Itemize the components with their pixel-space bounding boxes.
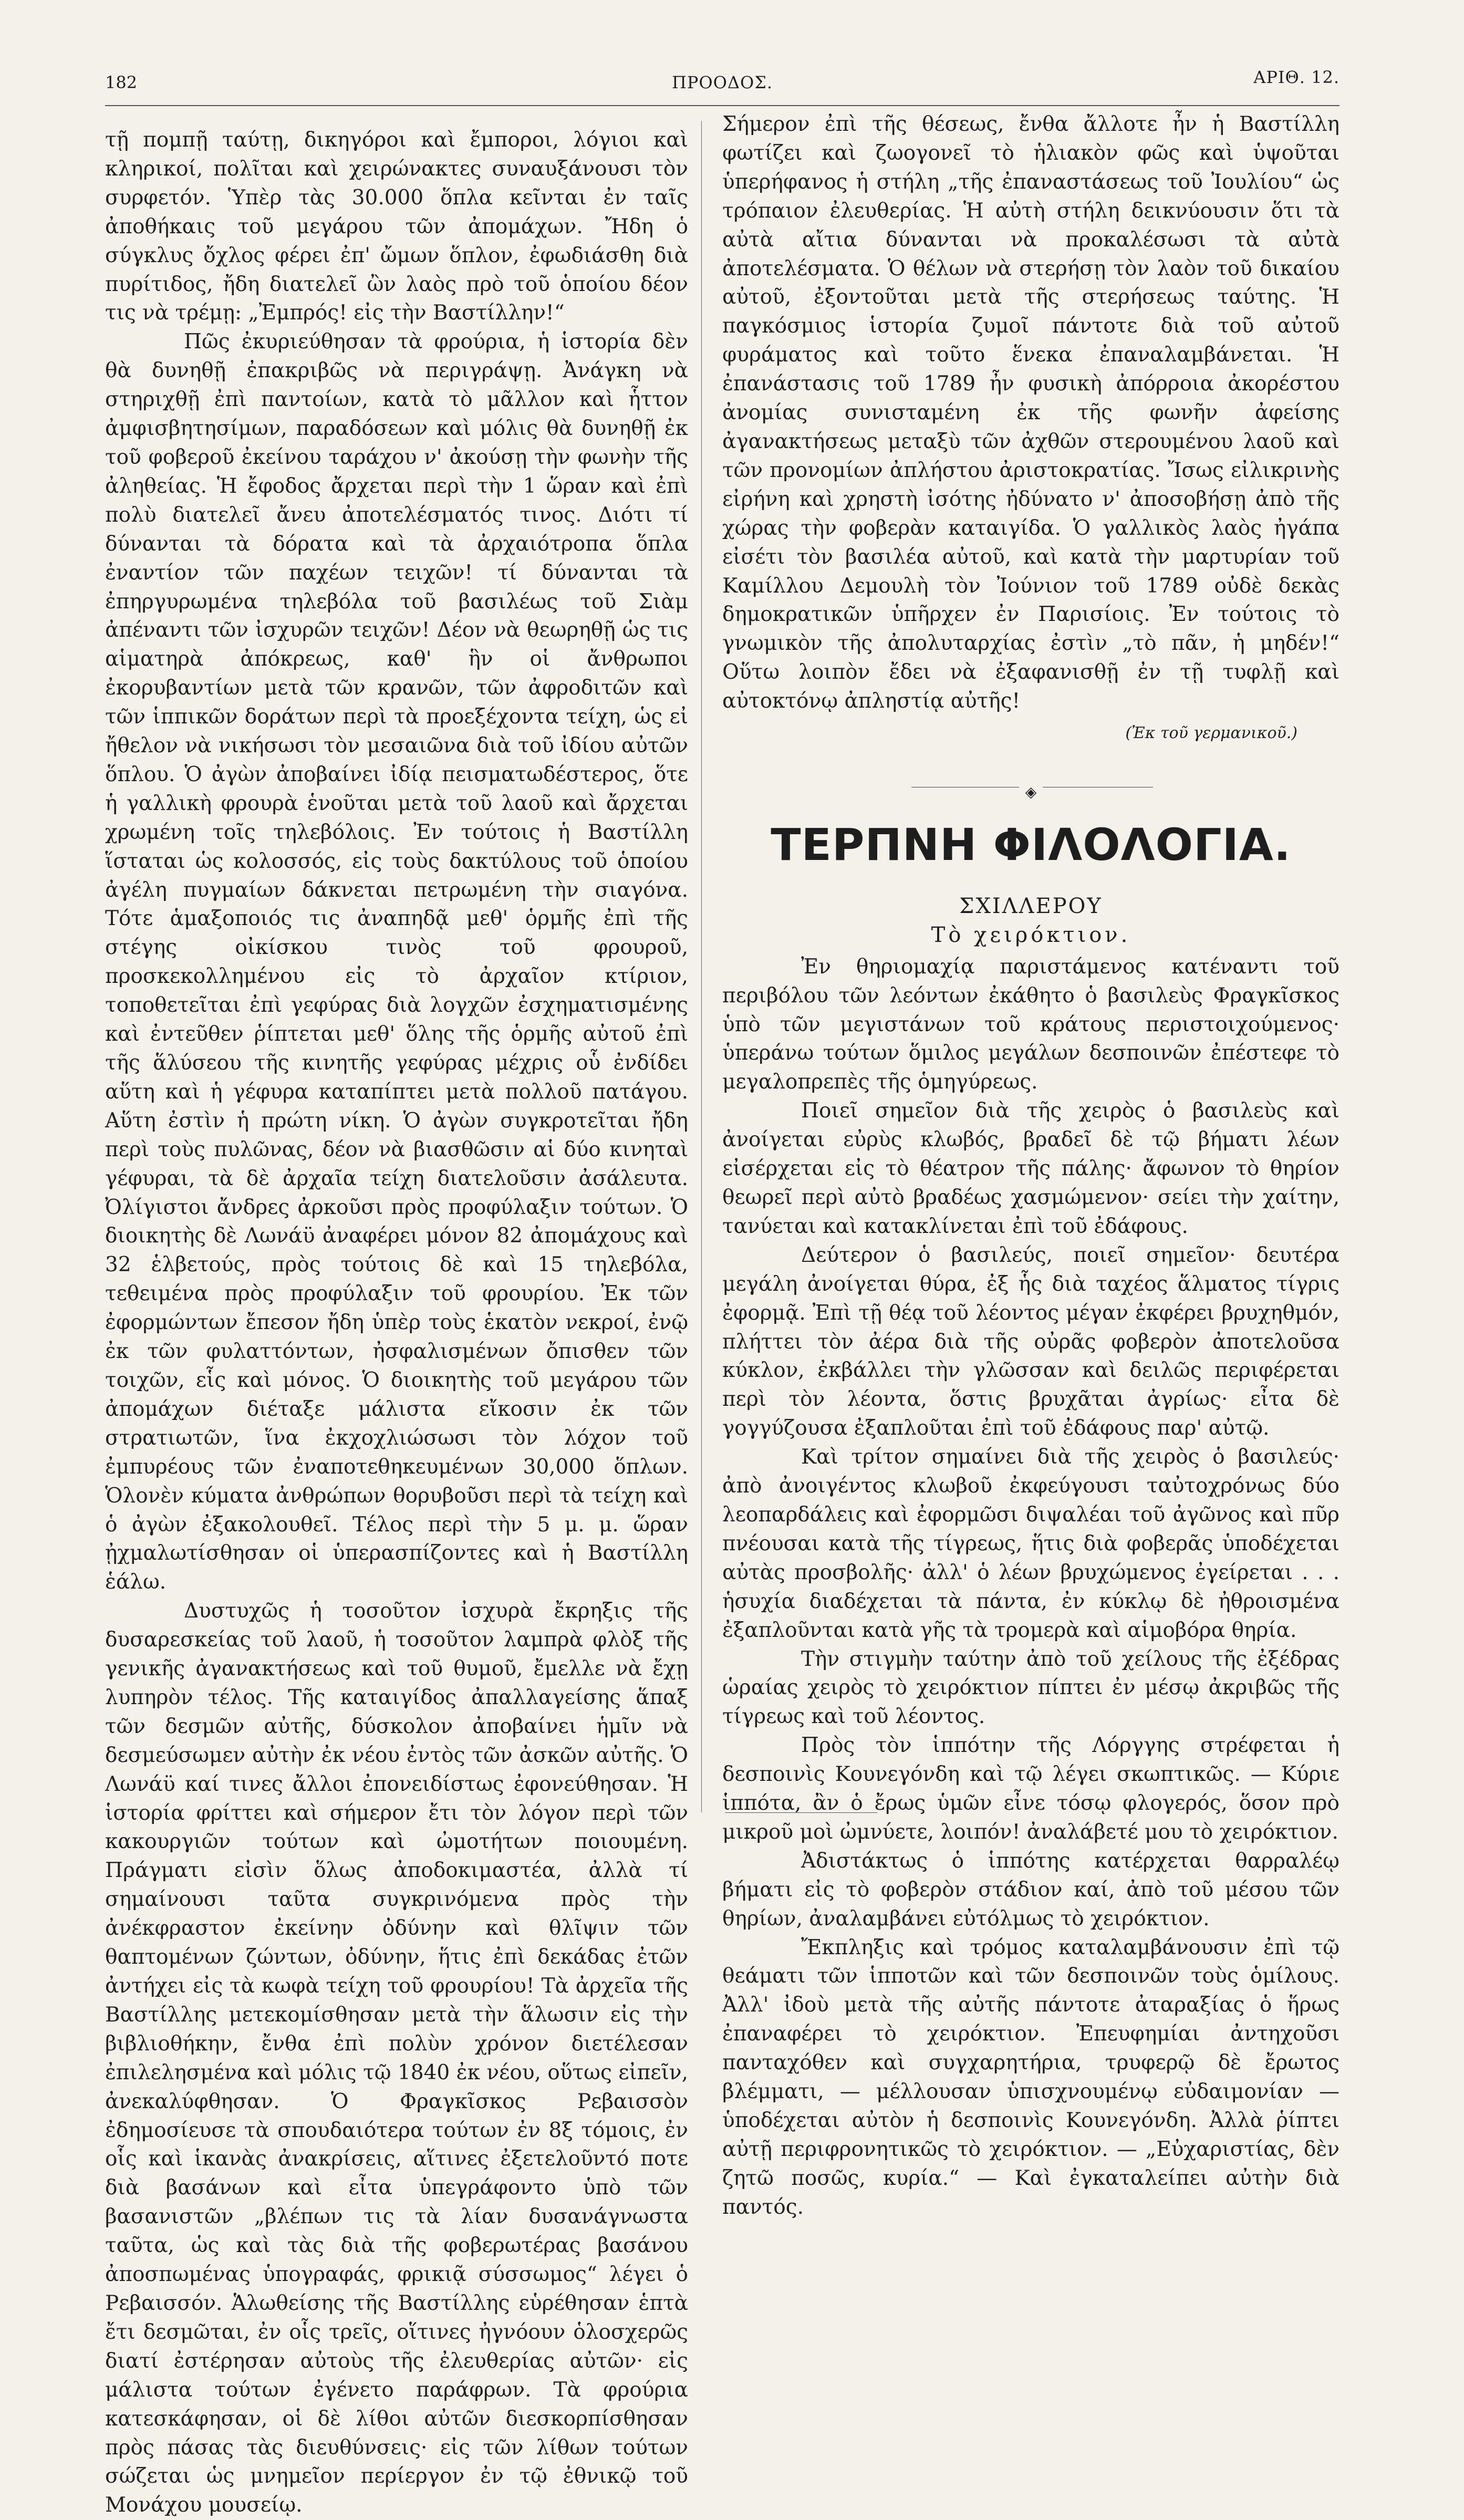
- story-paragraph: Ἔκπληξις καὶ τρόμος καταλαμβάνουσιν ἐπὶ τῷ θεάματι τῶν ἱπποτῶν καὶ τῶν δεσποινῶν τοὺς ὁμίλους. Ἀλλ' ἰδοὺ μετὰ τῆς αὐτῆς πάντοτε ἀταραξίας ὁ ἥρως ἐπαναφέρει τὸ χειρόκτιον. Ἐπευφημίαι ἀντηχοῦσι πανταχόθεν καὶ συγχαρητήρια, τρυφερῷ δὲ ἔρωτος βλέμματι, — μέλλουσαν ὑπισχνουμένῳ εὐδαιμονίαν — ὑποδέχεται αὐτὸν ἡ δεσποινὶς Κουνεγόνδη. Ἀλλὰ ῥίπτει αὐτῇ περιφρονητικῶς τὸ χειρόκτιον. — „Εὐχαριστίας, δὲν ζητῶ ποσῶς, κυρία.“ — Καὶ ἐγκαταλείπει αὐτὴν διὰ παντός.: [722, 1935, 1340, 2219]
- article-paragraph: τῇ πομπῇ ταύτῃ, δικηγόροι καὶ ἔμποροι, λόγιοι καὶ κληρικοί, πολῖται καὶ χειρώνακτες συναυξάνουσι τὸν συρφετόν. Ὑπὲρ τὰς 30.000 ὅπλα κεῖνται ἐν ταῖς ἀποθήκαις τοῦ μεγάρου τῶν ἀπομάχων. Ἤδη ὁ σύγκλυς ὄχλος φέρει ἐπ' ὤμων ὅπλον, ἐφωδιάσθη διὰ πυρίτιδος, ἤδη διατελεῖ ὢν λαὸς πρὸ τοῦ ὁποίου δέον τις νὰ τρέμῃ: „Ἐμπρός! εἰς τὴν Βαστίλλην!“: [105, 128, 688, 325]
- section-divider: [722, 776, 1340, 801]
- story-paragraph: Ἐν θηριομαχίᾳ παριστάμενος κατέναντι τοῦ περιβόλου τῶν λεόντων ἐκάθητο ὁ βασιλεὺς Φραγκῖσκος ὑπὸ τῶν μεγιστάνων τοῦ κράτους περιστοιχούμενος· ὑπεράνω τούτων ὅμιλος μεγάλων δεσποινῶν ἐπέστεφε τὸ μεγαλοπρεπὲς τῆς ὁμηγύρεως.: [722, 955, 1340, 1094]
- article-paragraph: Σήμερον ἐπὶ τῆς θέσεως, ἔνθα ἄλλοτε ἦν ἡ Βαστίλλη φωτίζει καὶ ζωογονεῖ τὸ ἡλιακὸν φῶς καὶ ὑψοῦται ὑπερήφανος ἡ στήλη „τῆς ἐπαναστάσεως τοῦ Ἰουλίου“ ὡς τρόπαιον ἐλευθερίας. Ἡ αὐτὴ στήλη δεικνύουσιν ὅτι τὰ αὐτὰ αἴτια δύνανται νὰ προκαλέσωσι τὰ αὐτὰ ἀποτελέσματα. Ὁ θέλων νὰ στερήσῃ τὸν λαὸν τοῦ δικαίου αὐτοῦ, ἐξοντοῦται μετὰ τῆς στερήσεως ταύτης. Ἡ παγκόσμιος ἱστορία ζυμοῖ πάντοτε διὰ τοῦ αὐτοῦ φυράματος καὶ τοῦτο ἕνεκα ἐπαναλαμβάνεται. Ἡ ἐπανάστασις τοῦ 1789 ἦν φυσικὴ ἀπόρροια ἀκορέστου ἀνομίας συνισταμένη ἐκ τῆς φωνῆν ἀφείσης ἀγανακτήσεως μεταξὺ τῶν ἀχθῶν στερουμένου λαοῦ καὶ τῶν προνομίων ἀπλήστου ἀριστοκρατίας. Ἴσως εἰλικρινὴς εἰρήνη καὶ χρηστὴ ἰσότης ἠδύνατο ν' ἀποσοβήσῃ ἀπὸ τῆς χώρας τὴν φοβερὰν καταιγίδα. Ὁ γαλλικὸς λαὸς ἠγάπα εἰσέτι τὸν βασιλέα αὐτοῦ, καὶ κατὰ τὴν μαρτυρίαν τοῦ Καμίλλου Δεμουλὴ τὸν Ἰούνιον τοῦ 1789 οὐδὲ δεκὰς δημοκρατικῶν ὑπῆρχεν ἐν Παρισίοις. Ἐν τούτοις τὸ γνωμικὸν τῆς ἀπολυταρχίας ἐστὶν „τὸ πᾶν, ἡ μηδέν!“ Οὕτω λοιπὸν ἔδει νὰ ἐξαφανισθῇ ἐν τῇ τυφλῇ καὶ αὐτοκτόνῳ ἀπληστίᾳ αὐτῆς!: [722, 112, 1340, 713]
- column-divider: [701, 121, 702, 1812]
- poem-author: ΣΧΙΛΛΕΡΟΥ: [959, 894, 1103, 918]
- story-paragraph: Καὶ τρίτον σημαίνει διὰ τῆς χειρὸς ὁ βασιλεύς· ἀπὸ ἀνοιγέντος κλωβοῦ ἐκφεύγουσι ταὐτοχρόνως δύο λεοπαρδάλεις καὶ ἐφορμῶσι διψαλέαι τοῦ ἀγῶνος καὶ πῦρ πνέουσαι κατὰ τῆς τίγρεως, ἥτις διὰ φοβερᾶς ὑποδέχεται αὐτὰς προσβολῆς· ἀλλ' ὁ λέων βρυχώμενος ἐγείρεται . . . ἡσυχία διαδέχεται τὰ πάντα, ἐν κύκλῳ δὲ ἠθροισμένα ἐξαπλοῦνται κατὰ γῆς τὰ τρομερὰ καὶ αἱμοβόρα θηρία.: [722, 1445, 1340, 1642]
- right-column: [722, 110, 1340, 2222]
- article-paragraph: Δυστυχῶς ἡ τοσοῦτον ἰσχυρὰ ἔκρηξις τῆς δυσαρεσκείας τοῦ λαοῦ, ἡ τοσοῦτον λαμπρὰ φλὸξ τῆς γενικῆς ἀγανακτήσεως καὶ τοῦ θυμοῦ, ἔμελλε νὰ ἔχῃ λυπηρὸν τέλος. Τῆς καταιγίδος ἀπαλλαγείσης ἅπαξ τῶν δεσμῶν αὐτῆς, δύσκολον ἀποβαίνει ἡμῖν νὰ δεσμεύσωμεν αὐτὴν ἐκ νέου ἐντὸς τῶν ἀσκῶν αὐτῆς. Ὁ Λωνάϋ καί τινες ἄλλοι ἐπονειδίστως ἐφονεύθησαν. Ἡ ἱστορία φρίττει καὶ σήμερον ἔτι τὸν λόγον περὶ τῶν κακουργιῶν τούτων καὶ ὠμοτήτων ποιουμένη. Πράγματι εἰσὶν ὅλως ἀποδοκιμαστέα, ἀλλὰ τί σημαίνουσι ταῦτα συγκρινόμενα πρὸς τὴν ἀνέκφραστον ἐκείνην ὀδύνην καὶ θλῖψιν τῶν θαπτομένων ζώντων, ὀδύνην, ἥτις ἐπὶ δεκάδας ἐτῶν ἀντήχει εἰς τὰ κωφὰ τείχη τοῦ φρουρίου! Τὰ ἀρχεῖα τῆς Βαστίλλης μετεκομίσθησαν μετὰ τὴν ἅλωσιν εἰς τὴν βιβλιοθήκην, ἔνθα ἐπὶ πολὺν χρόνον διετέλεσαν ἐπιλελησμένα καὶ μόλις τῷ 1840 ἐκ νέου, οὕτως εἰπεῖν, ἀνεκαλύφθησαν. Ὁ Φραγκῖσκος Ρεβαισσὸν ἐδημοσίευσε τὰ σπουδαιότερα τούτων ἐν 8ξ τόμοις, ἐν οἷς καὶ ἱκανὰς ἀνακρίσεις, αἵτινες ἐξετελοῦντό ποτε διὰ βασάνων καὶ εἶτα ὑπεγράφοντο ὑπὸ τῶν βασανιστῶν „βλέπων τις τὰ λίαν δυσανάγνωστα ταῦτα, ὡς καὶ τὰς διὰ τῆς φοβερωτέρας βασάνου ἀποσπωμένας ὑπογραφάς, φρικιᾷ σύσσωμος“ λέγει ὁ Ρεβαισσόν. Ἁλωθείσης τῆς Βαστίλλης εὑρέθησαν ἑπτὰ ἔτι δεσμῶται, ἐν οἷς τρεῖς, οἵτινες ἠγνόουν ὁλοσχερῶς διατί ἐστέρησαν αὐτοὺς τῆς ἐλευθερίας αὐτῶν· εἰς μάλιστα τούτων ἐγένετο παράφρων. Τὰ φρούρια κατεσκάφησαν, οἱ δὲ λίθοι αὐτῶν διεσκορπίσθησαν πρὸς πάσας τὰς διευθύνσεις· εἰς τῶν λίθων τούτων σώζεται ὡς μνημεῖον περίεργον ἐν τῷ ἐθνικῷ τοῦ Μονάχου μουσείῳ.: [105, 1599, 688, 2517]
- story-paragraph: Πρὸς τὸν ἱππότην τῆς Λόργγης στρέφεται ἡ δεσποινὶς Κουνεγόνδη καὶ τῷ λέγει σκωπτικῶς. — Κύριε ἱππότα, ἂν ὁ ἔρως ὑμῶν εἶνε τόσῳ φλογερός, ὅσον πρὸ μικροῦ μοὶ ὠμνύετε, λοιπόν! ἀναλάβετέ μου τὸ χειρόκτιον.: [722, 1734, 1340, 1844]
- story-paragraph: Δεύτερον ὁ βασιλεύς, ποιεῖ σημεῖον· δευτέρα μεγάλη ἀνοίγεται θύρα, ἐξ ἧς διὰ ταχέος ἅλματος τίγρις ἐφορμᾷ. Ἐπὶ τῇ θέᾳ τοῦ λέοντος μέγαν ἐκφέρει βρυχηθμόν, πλήττει τὸν ἀέρα διὰ τῆς οὐρᾶς φοβερὸν ἀποτελοῦσα κύκλον, ἐκβάλλει τὴν γλῶσσαν καὶ δειλῶς περιφέρεται περὶ τὸν λέοντα, ὅστις βρυχᾶται ἀγρίως· εἶτα δὲ γογγύζουσα ἐξαπλοῦται ἐπὶ τοῦ ἐδάφους παρ' αὐτῷ.: [722, 1243, 1340, 1440]
- end-rule: [725, 1812, 877, 1813]
- article-paragraph: Πῶς ἐκυριεύθησαν τὰ φρούρια, ἡ ἱστορία δὲν θὰ δυνηθῇ ἐπακριβῶς νὰ περιγράψῃ. Ἀνάγκη νὰ στηριχθῇ ἐπὶ παντοίων, κατὰ τὸ μᾶλλον καὶ ἧττον ἀμφισβητησίμων, παραδόσεων καὶ μόλις θὰ δυνηθῇ ἐκ τοῦ φοβεροῦ ἐκείνου ταράχου ν' ἀκούσῃ τὴν φωνὴν τῆς ἀληθείας. Ἡ ἔφοδος ἄρχεται περὶ τὴν 1 ὥραν καὶ ἐπὶ πολὺ διατελεῖ ἄνευ ἀποτελέσματός τινος. Διότι τί δύνανται τὰ δόρατα καὶ τὰ ἀρχαιότροπα ὅπλα ἐναντίον τῶν παχέων τειχῶν! τί δύνανται τὰ ἐπηργυρωμένα τηλεβόλα τοῦ βασιλέως τοῦ Σιὰμ ἀπέναντι τῶν ἰσχυρῶν τειχῶν! Δέον νὰ θεωρηθῇ ὡς τις αἱματηρὰ ἀπόκρεως, καθ' ἣν οἱ ἄνθρωποι ἐκορυβαντίων μετὰ τῶν κρανῶν, τῶν ἀφροδιτῶν καὶ τῶν ἱππικῶν δοράτων περὶ τὰ προεξέχοντα τείχη, ὡς εἰ ἤθελον νὰ νικήσωσι τὸν μεσαιῶνα διὰ τοῦ ἰδίου αὐτῶν ὅπλου. Ὁ ἀγὼν ἀποβαίνει ἰδίᾳ πεισματωδέστερος, ὅτε ἡ γαλλικὴ φρουρὰ ἑνοῦται μετὰ τοῦ λαοῦ καὶ ἄρχεται χρωμένη τοῖς τηλεβόλοις. Ἐν τούτοις ἡ Βαστίλλη ἵσταται ὡς κολοσσός, εἰς τοὺς δακτύλους τοῦ ὁποίου ἀγέλη πυγμαίων δάκνεται πετρωμένη τὴν σιαγόνα. Τότε ἁμαξοποιός τις ἀναπηδᾷ μεθ' ὁρμῆς ἐπὶ τῆς στέγης οἰκίσκου τινὸς τοῦ φρουροῦ, προσκεκολλημένου εἰς τὸ ἀρχαῖον κτίριον, τοποθετεῖται ἐπὶ γεφύρας διὰ λογχῶν ἐσχηματισμένης καὶ ἐντεῦθεν ῥίπτεται μεθ' ὅλης τῆς ὁρμῆς αὐτοῦ ἐπὶ τῆς ἅλύσεου τῆς κινητῆς γεφύρας μέχρις οὗ ἐνδίδει αὕτη καὶ ἡ γέφυρα καταπίπτει μετὰ πολλοῦ πατάγου. Αὕτη ἐστὶν ἡ πρώτη νίκη. Ὁ ἀγὼν συγκροτεῖται ἤδη περὶ τοὺς πυλῶνας, δέον νὰ βιασθῶσιν αἱ δύο κινηταὶ γέφυραι, τὰ δὲ ἀρχαῖα τείχη διατελοῦσιν ἀσάλευτα. Ὀλίγιστοι ἄνδρες ἀρκοῦσι πρὸς προφύλαξιν τούτων. Ὁ διοικητὴς δὲ Λωνάϋ ἀναφέρει μόνον 82 ἀπομάχους καὶ 32 ἑλβετούς, πρὸς τούτοις δὲ καὶ 15 τηλεβόλα, τεθειμένα πρὸς προφύλαξιν τοῦ φρουρίου. Ἐκ τῶν ἐφορμώντων ἔπεσον ἤδη ὑπὲρ τοὺς ἑκατὸν νεκροί, ἐνῷ ἐκ τῶν φυλαττόντων, ἠσφαλισμένων ὄπισθεν τῶν τοιχῶν, εἷς καὶ μόνος. Ὁ διοικητὴς τοῦ μεγάρου τῶν ἀπομάχων διέταξε μάλιστα εἴκοσιν ἐκ τῶν στρατιωτῶν, ἵνα ἐκχοχλιώσωσι τὸν λόχον τοῦ ἐμπυρέους τῶν ἐναποτεθηκευμένων 30,000 ὅπλων. Ὁλονὲν κύματα ἀνθρώπων θορυβοῦσι περὶ τὰ τείχη καὶ ὁ ἀγὼν ἐξακολουθεῖ. Τέλος περὶ τὴν 5 μ. μ. ὥραν ᾐχμαλωτίσθησαν οἱ ὑπερασπίζοντες καὶ ἡ Βαστίλλη ἑάλω.: [105, 330, 688, 1594]
- story-paragraph: Ἀδιστάκτως ὁ ἱππότης κατέρχεται θαρραλέῳ βήματι εἰς τὸ φοβερὸν στάδιον καί, ἀπὸ τοῦ μέσου τῶν θηρίων, ἀναλαμβάνει εὐτόλμως τὸ χειρόκτιον.: [722, 1849, 1340, 1931]
- page-number: 182: [105, 72, 138, 92]
- left-column: [105, 126, 688, 2520]
- section-title: ΤΕΡΠΝΗ ΦΙΛΟΛΟΓΙΑ.: [771, 818, 1291, 870]
- poem-title: Τὸ χειρόκτιον.: [931, 922, 1131, 947]
- diamond-ornament-icon: ◈: [1019, 782, 1043, 803]
- header-rule: [105, 105, 1340, 106]
- journal-title: ΠΡΟΟΔΟΣ.: [671, 72, 773, 92]
- story-paragraph: Ποιεῖ σημεῖον διὰ τῆς χειρὸς ὁ βασιλεὺς καὶ ἀνοίγεται εὐρὺς κλωβός, βραδεῖ δὲ τῷ βήματι λέων εἰσέρχεται εἰς τὸ θέατρον τῆς πάλης· ἄφωνον τὸ θηρίον θεωρεῖ περὶ αὐτὸ βραδέως χασμώμενον· σείει τὴν χαίτην, τανύεται καὶ κατακλίνεται ἐπὶ τοῦ ἐδάφους.: [722, 1099, 1340, 1238]
- issue-number: ΑΡΙΘ. 12.: [1253, 67, 1340, 87]
- story-paragraph: Τὴν στιγμὴν ταύτην ἀπὸ τοῦ χείλους τῆς ἐξέδρας ὡραίας χειρὸς τὸ χειρόκτιον πίπτει ἐν μέσῳ ἀκριβῶς τῆς τίγρεως καὶ τοῦ λέοντος.: [722, 1647, 1340, 1729]
- page-header: [105, 63, 1340, 105]
- source-note: (Ἐκ τοῦ γερμανικοῦ.): [1125, 724, 1297, 743]
